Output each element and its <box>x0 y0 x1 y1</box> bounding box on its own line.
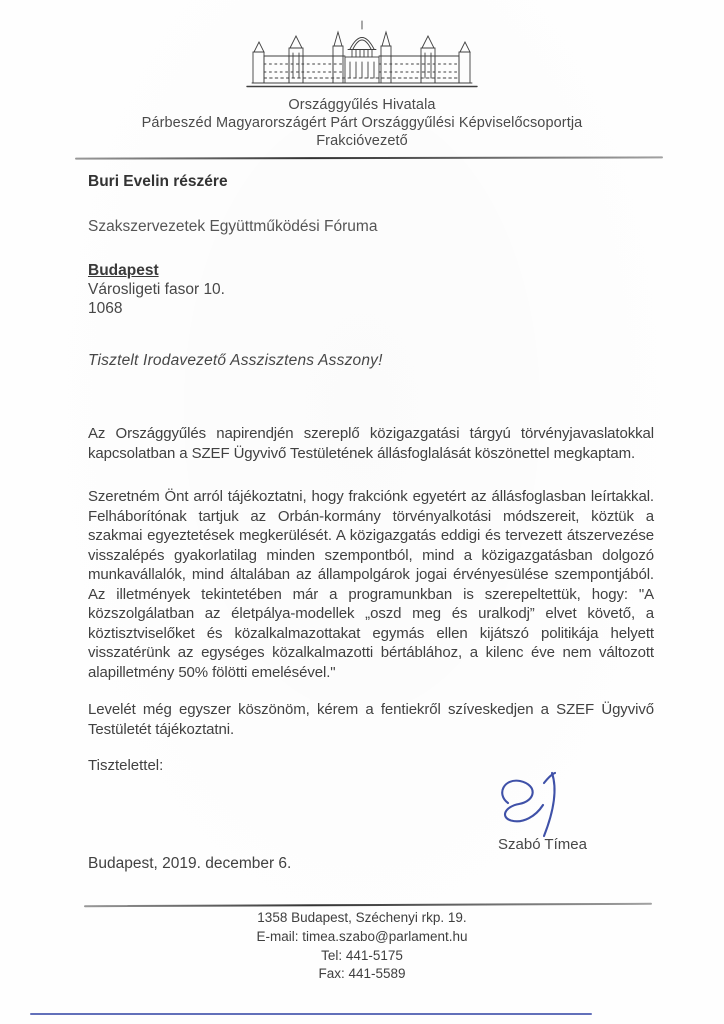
recipient-name: Buri Evelin részére <box>88 173 228 190</box>
recipient-street: Városligeti fasor 10. <box>88 281 225 298</box>
letterhead <box>0 20 724 150</box>
body-paragraph-2: Szeretném Önt arról tájékoztatni, hogy frakciónk egyetért az állásfoglasban leírtakkal. Felháborítónak tartjuk az Orbán-kormány törvényalkotási módszereit, köztük a szakmai egyeztetések megkerülését. A közigazgatás eddigi és tervezett átszervezése visszalépés gyakorlatilag minden szempontból, mind a közigazgatásban dolgozó munkavállalók, mind általában az állampolgárok jogai érvényesülése szempontjából. Az illetmények tekintetében már a programunkban is szerepeltettük, hogy: "A közszolgálatban az életpálya-modellek „oszd meg és uralkodj” elvet követő, a köztisztviselőket és közalkalmazottakat egymás ellen kijátszó politikája helyett visszatérünk az egységes közalkalmazotti bértáblához, a kilenc éve nem változott alapilletmény 50% fölötti emelésével." <box>88 488 654 681</box>
recipient-city: Budapest <box>88 262 159 279</box>
footer-block <box>0 909 724 984</box>
body-paragraph-1: Az Országgyűlés napirendjén szereplő közigazgatási tárgyú törvényjavaslatokkal kapcsolatban a SZEF Ügyvivő Testületének állásfoglalását köszönettel megkaptam. <box>88 425 654 462</box>
body-paragraph-3: Levelét még egyszer köszönöm, kérem a fentiekről szíveskedjen a SZEF Ügyvivő Testületét tájékoztatni. <box>88 701 654 738</box>
org-name-line1: Országgyűlés Hivatala <box>288 97 436 113</box>
recipient-block <box>88 172 377 318</box>
org-name-line2: Párbeszéd Magyarországért Párt Országgyűlési Képviselőcsoportja <box>141 115 583 131</box>
footer-tel: Tel: 441-5175 <box>321 947 403 963</box>
closing-salutation: Tisztelettel: <box>88 757 164 774</box>
footer-fax: Fax: 441-5589 <box>318 966 406 982</box>
footer-email: E-mail: timea.szabo@parlament.hu <box>256 928 468 944</box>
recipient-organization: Szakszervezetek Együttműködési Fóruma <box>88 218 378 235</box>
dateline: Budapest, 2019. december 6. <box>88 855 292 872</box>
signature-block <box>486 770 606 860</box>
footer-divider <box>84 903 652 907</box>
signer-name: Szabó Tímea <box>498 836 587 853</box>
footer-address: 1358 Budapest, Széchenyi rkp. 19. <box>257 910 467 925</box>
signature-scribble-icon <box>492 770 584 840</box>
salutation: Tisztelt Irodavezető Asszisztens Asszony! <box>88 352 383 369</box>
org-name-line3: Frakcióvezető <box>316 133 408 149</box>
recipient-postal-code: 1068 <box>88 300 123 317</box>
parliament-building-icon <box>246 20 478 90</box>
bottom-scan-line <box>30 1013 592 1015</box>
header-divider <box>75 156 663 159</box>
